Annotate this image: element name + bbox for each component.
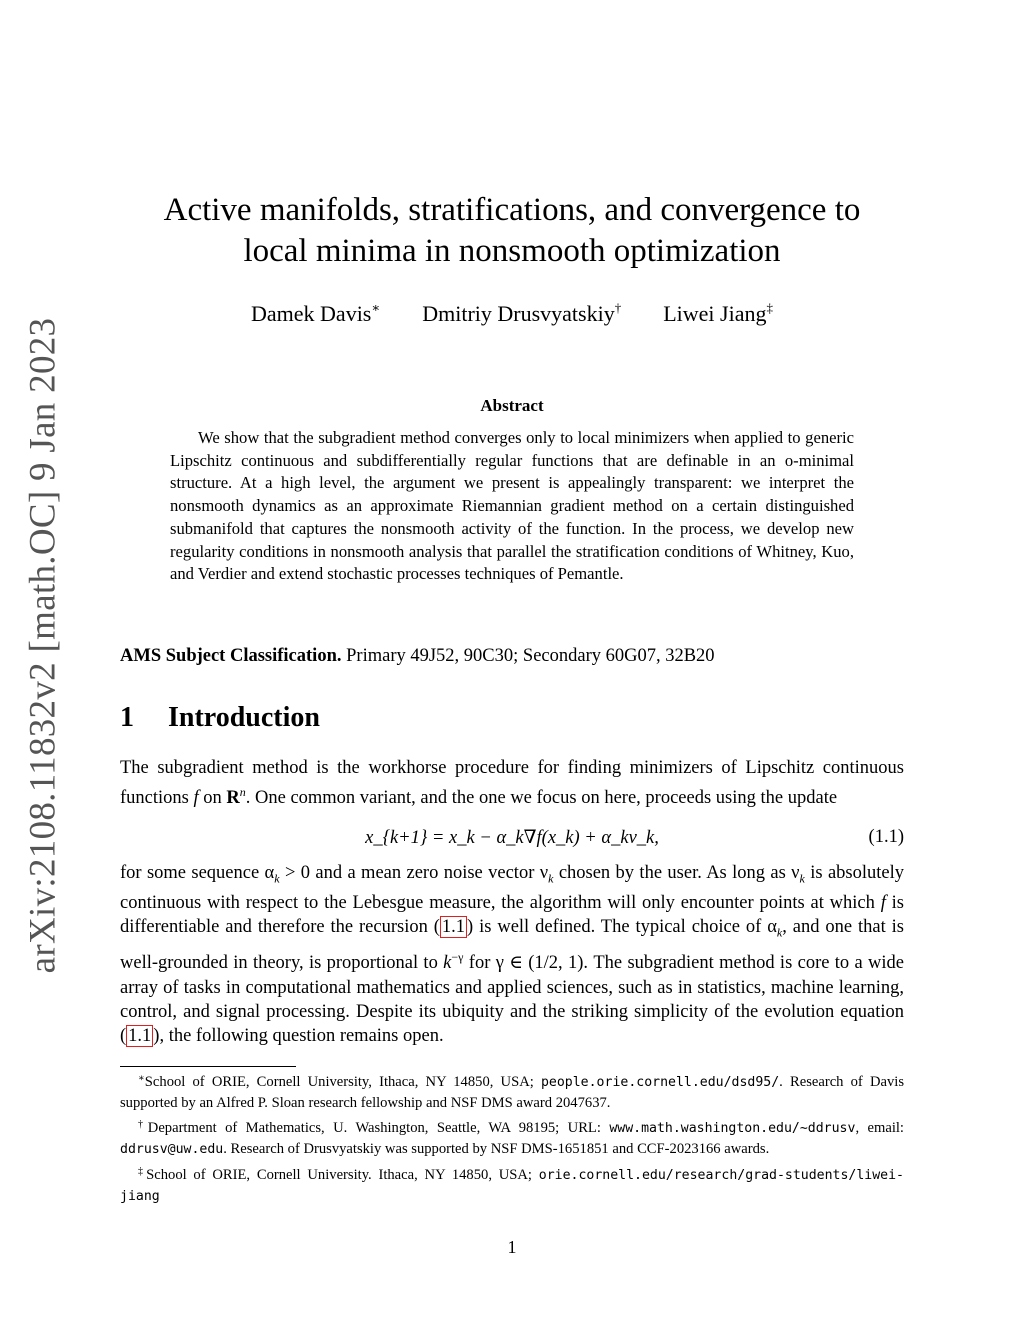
footnote-text: School of ORIE, Cornell University. Ithaca, NY 14850, USA; <box>146 1167 539 1183</box>
abstract-body: We show that the subgradient method converges only to local minimizers when applied to generic Lipschitz continuous and subdifferentially regular functions that are definable in an o-minimal structure. At a high level, the argument we present is appealingly transparent: we interpret the nonsmooth dynamics as an approximate Riemannian gradient method on a certain distinguished submanifold that captures the nonsmooth activity of the function. In the process, we develop new regularity conditions in nonsmooth analysis that parallel the stratification conditions of Whitney, Kuo, and Verdier and extend stochastic processes techniques of Pemantle. <box>170 428 854 584</box>
footnotes <box>120 1069 904 1209</box>
equation-reference-link[interactable]: 1.1 <box>441 917 466 938</box>
math-n: n <box>239 785 246 800</box>
title-line-1: Active manifolds, stratifications, and convergence to <box>163 192 861 228</box>
author-footnote-mark[interactable]: † <box>614 300 622 315</box>
text-run: . One common variant, and the one we focus on here, proceeds using the update <box>245 788 838 809</box>
ams-label: AMS Subject Classification. <box>120 646 342 666</box>
footnote-text: School of ORIE, Cornell University, Ithaca, NY 14850, USA; <box>144 1074 541 1090</box>
text-run: The subgradient method is the workhorse procedure for finding minimizers of Lipschitz continuous functions <box>120 758 904 809</box>
page-number: 1 <box>507 1237 517 1257</box>
text-run: for γ ∈ (1/2, 1). The subgradient method is core to a wide array of tasks in computational mathematics and applied sciences, such as in statistics, machine learning, control, and signal processing. Despite its ubiquity and the striking simplicity of the evolution equation ( <box>120 953 905 1047</box>
author-footnote-mark[interactable]: ∗ <box>371 300 381 315</box>
math-subscript: k <box>548 871 554 886</box>
text-run: is absolutely continuous with respect to the Lebesgue measure, the algorithm will only encounter points at which <box>120 863 905 913</box>
author-name: Liwei Jiang <box>663 301 767 326</box>
text-run: for some sequence α <box>120 863 275 883</box>
text-run: chosen by the user. As long as ν <box>553 863 800 883</box>
arxiv-stamp <box>14 317 72 973</box>
footnote-text: , email: <box>855 1120 904 1136</box>
author-name: Damek Davis <box>251 301 372 326</box>
arxiv-identifier: arXiv:2108.11832v2 [math.OC] 9 Jan 2023 <box>22 317 64 973</box>
text-run: ) is well defined. The typical choice of α <box>467 917 777 938</box>
footnote-rule <box>120 1066 296 1067</box>
author-name: Dmitriy Drusvyatskiy <box>422 301 615 326</box>
text-run: on <box>198 788 227 809</box>
section-heading <box>120 702 904 734</box>
math-subscript: k <box>799 871 805 886</box>
text-run: is differentiable and therefore the recursion ( <box>120 892 904 938</box>
section-title: Introduction <box>168 702 320 733</box>
title-line-2: local minima in nonsmooth optimization <box>243 233 781 269</box>
footnote-mark: † <box>138 1119 148 1130</box>
text-run: ), the following question remains open. <box>153 1026 444 1047</box>
abstract-heading: Abstract <box>480 396 544 415</box>
math-f: f <box>880 892 886 913</box>
equation-body: x_{k+1} = x_k − α_k∇f(x_k) + α_kν_k, <box>365 828 659 848</box>
footnote-email-link[interactable]: ddrusv@uw.edu <box>120 1142 224 1157</box>
footnote-davis <box>120 1069 904 1113</box>
text-run: , and one that is well-grounded in theory, is proportional to <box>120 917 904 974</box>
footnote-text: . Research of Drusvyatskiy was supported by NSF DMS-1651851 and CCF-2023166 awards. <box>223 1141 770 1157</box>
ams-classification <box>120 646 904 667</box>
math-subscript: k <box>776 925 783 940</box>
author <box>422 300 621 327</box>
intro-paragraph-1 <box>120 756 904 811</box>
intro-paragraph-2 <box>120 861 904 1049</box>
ams-codes: Primary 49J52, 90C30; Secondary 60G07, 32B20 <box>346 646 715 666</box>
equation-reference-link[interactable]: 1.1 <box>128 1026 152 1047</box>
math-f: f <box>193 788 199 809</box>
footnote-text: . Research of Davis supported by an Alfred P. Sloan research fellowship and NSF DMS award 2047637. <box>120 1074 905 1111</box>
math-exponent: −γ <box>451 950 464 965</box>
author-list <box>120 300 904 327</box>
math-k: k <box>443 953 452 974</box>
footnote-mark: ∗ <box>138 1073 145 1084</box>
author-footnote-mark[interactable]: ‡ <box>766 300 773 315</box>
text-run: > 0 and a mean zero noise vector ν <box>279 863 549 883</box>
equation-1-1 <box>120 827 904 853</box>
footnote-text: Department of Mathematics, U. Washington, Seattle, WA 98195; URL: <box>147 1120 610 1136</box>
author <box>251 300 380 327</box>
footnote-url-link[interactable]: people.orie.cornell.edu/dsd95/ <box>540 1075 780 1090</box>
footnote-drusvyatskiy <box>120 1115 904 1160</box>
author <box>663 300 773 327</box>
footnote-url-link[interactable]: www.math.washington.edu/∼ddrusv <box>609 1121 856 1136</box>
footnote-jiang <box>120 1162 904 1207</box>
paper-title <box>120 190 904 272</box>
math-R: R <box>226 788 240 809</box>
footnote-url-link[interactable]: orie.cornell.edu/research/grad-students/liwei-jiang <box>120 1168 904 1204</box>
section-number: 1 <box>120 702 134 733</box>
equation-number: (1.1) <box>868 827 904 847</box>
footnote-mark: ‡ <box>138 1166 147 1177</box>
math-subscript: k <box>274 871 280 886</box>
